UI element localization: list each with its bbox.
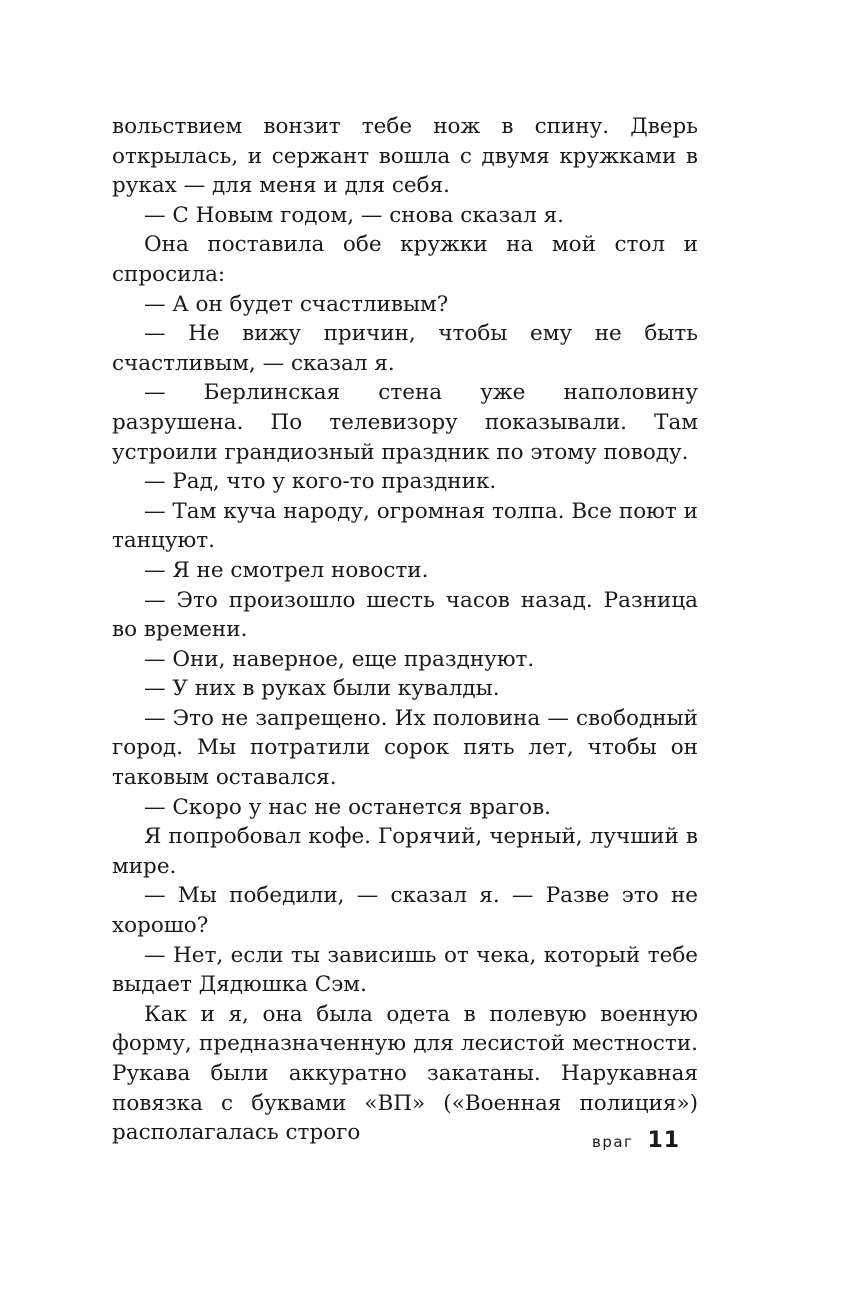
paragraph: — У них в руках были кувалды. <box>144 676 500 702</box>
paragraph: — А он будет счастливым? <box>144 291 449 317</box>
paragraph: Она поставила обе кружки на мой стол и спросила: <box>112 232 698 287</box>
paragraph: — Нет, если ты зависишь от чека, который тебе выдает Дядюшка Сэм. <box>112 942 698 998</box>
paragraph: — С Новым годом, — снова сказал я. <box>144 202 565 228</box>
page-number: 11 <box>647 1128 681 1153</box>
paragraph: Как и я, она была одета в полевую военную форму, предназначенную для лесистой местности. Рукава были аккуратно закатаны. Нарукавная повязка с буквами «ВП» («Военная полиция») располагалась строго <box>112 1001 698 1146</box>
paragraph: вольствием вонзит тебе нож в спину. Дверь открылась, и сержант вошла с двумя кружками в руках — для меня и для себя. <box>112 114 698 199</box>
running-head: враг <box>592 1133 634 1151</box>
page-footer <box>592 1128 680 1153</box>
paragraph: Я попробовал кофе. Горячий, черный, лучший в мире. <box>112 824 698 879</box>
paragraph: — Мы победили, — сказал я. — Разве это не хорошо? <box>112 883 698 939</box>
paragraph: — Берлинская стена уже наполовину разрушена. По телевизору показывали. Там устроили грандиозный праздник по этому поводу. <box>112 380 698 465</box>
paragraph: — Там куча народу, огромная толпа. Все поют и танцуют. <box>112 498 698 554</box>
paragraph: — Это не запрещено. Их половина — свободный город. Мы потратили сорок пять лет, чтобы он таковым оставался. <box>112 705 698 791</box>
paragraph: — Рад, что у кого-то праздник. <box>144 469 497 495</box>
paragraph: — Это произошло шесть часов назад. Разница во времени. <box>112 587 698 643</box>
page-body <box>112 112 698 1148</box>
paragraph: — Скоро у нас не останется врагов. <box>144 794 552 820</box>
paragraph: — Я не смотрел новости. <box>144 557 429 583</box>
paragraph: — Они, наверное, еще празднуют. <box>144 646 535 672</box>
paragraph: — Не вижу причин, чтобы ему не быть счастливым, — сказал я. <box>112 321 698 376</box>
